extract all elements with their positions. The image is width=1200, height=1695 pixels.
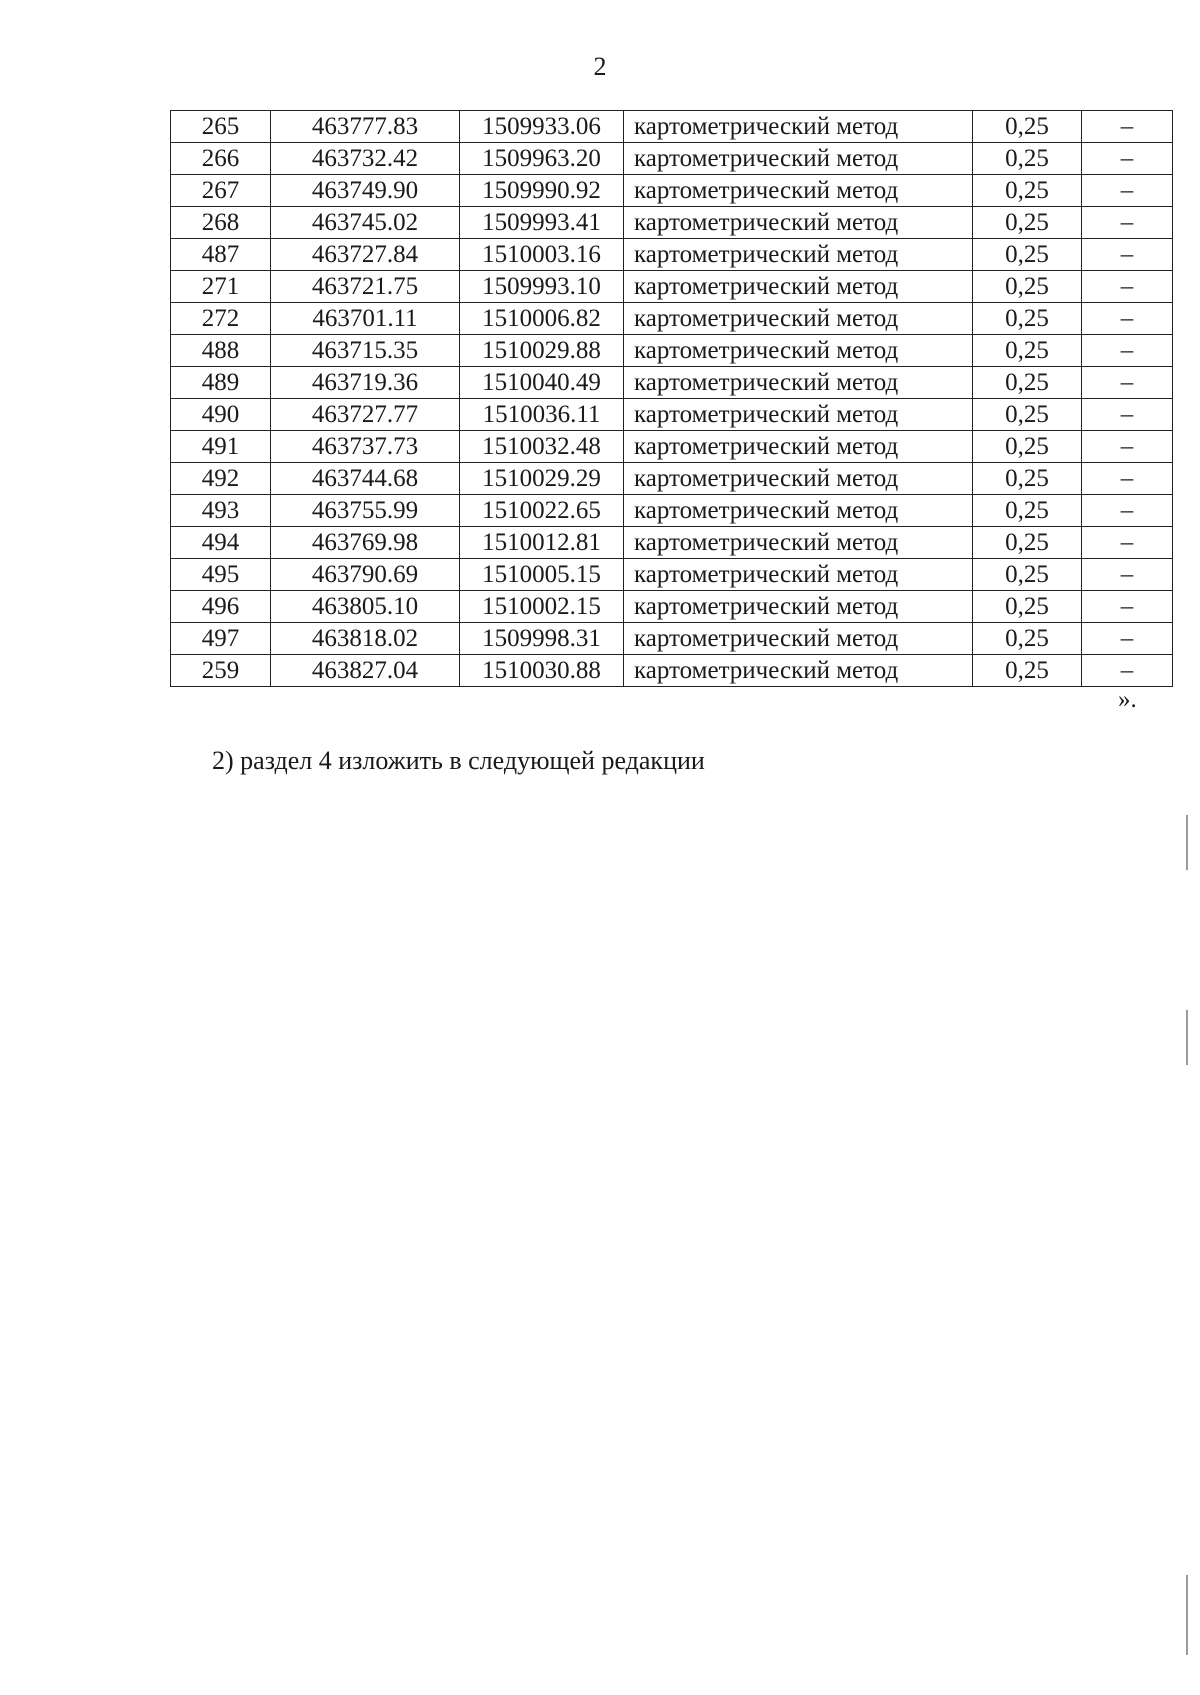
dash-cell: – [1082, 463, 1173, 495]
table-row [171, 207, 1173, 239]
coordinates-table-body [171, 111, 1173, 687]
accuracy-cell: 0,25 [973, 207, 1082, 239]
method-cell: картометрический метод [624, 559, 973, 591]
method-cell: картометрический метод [624, 623, 973, 655]
accuracy-cell: 0,25 [973, 143, 1082, 175]
dash-cell: – [1082, 495, 1173, 527]
x-coordinate-cell: 463744.68 [271, 463, 460, 495]
dash-cell: – [1082, 367, 1173, 399]
y-coordinate-cell: 1510030.88 [460, 655, 624, 687]
y-coordinate-cell: 1509963.20 [460, 143, 624, 175]
table-row [171, 495, 1173, 527]
point-number-cell: 491 [171, 431, 271, 463]
dash-cell: – [1082, 271, 1173, 303]
point-number-cell: 268 [171, 207, 271, 239]
method-cell: картометрический метод [624, 207, 973, 239]
y-coordinate-cell: 1510022.65 [460, 495, 624, 527]
point-number-cell: 490 [171, 399, 271, 431]
y-coordinate-cell: 1510003.16 [460, 239, 624, 271]
point-number-cell: 497 [171, 623, 271, 655]
point-number-cell: 494 [171, 527, 271, 559]
accuracy-cell: 0,25 [973, 655, 1082, 687]
accuracy-cell: 0,25 [973, 527, 1082, 559]
table-row [171, 111, 1173, 143]
table-row [171, 463, 1173, 495]
method-cell: картометрический метод [624, 143, 973, 175]
table-row [171, 335, 1173, 367]
accuracy-cell: 0,25 [973, 111, 1082, 143]
dash-cell: – [1082, 527, 1173, 559]
y-coordinate-cell: 1510029.29 [460, 463, 624, 495]
point-number-cell: 489 [171, 367, 271, 399]
scan-edge-line [1186, 815, 1188, 870]
point-number-cell: 496 [171, 591, 271, 623]
point-number-cell: 495 [171, 559, 271, 591]
x-coordinate-cell: 463721.75 [271, 271, 460, 303]
x-coordinate-cell: 463769.98 [271, 527, 460, 559]
accuracy-cell: 0,25 [973, 271, 1082, 303]
y-coordinate-cell: 1510005.15 [460, 559, 624, 591]
point-number-cell: 272 [171, 303, 271, 335]
point-number-cell: 488 [171, 335, 271, 367]
accuracy-cell: 0,25 [973, 559, 1082, 591]
point-number-cell: 487 [171, 239, 271, 271]
x-coordinate-cell: 463719.36 [271, 367, 460, 399]
table-row [171, 431, 1173, 463]
x-coordinate-cell: 463701.11 [271, 303, 460, 335]
method-cell: картометрический метод [624, 591, 973, 623]
page-number: 2 [593, 52, 607, 81]
accuracy-cell: 0,25 [973, 239, 1082, 271]
table-row [171, 239, 1173, 271]
accuracy-cell: 0,25 [973, 399, 1082, 431]
table-row [171, 271, 1173, 303]
x-coordinate-cell: 463805.10 [271, 591, 460, 623]
x-coordinate-cell: 463818.02 [271, 623, 460, 655]
point-number-cell: 271 [171, 271, 271, 303]
x-coordinate-cell: 463737.73 [271, 431, 460, 463]
x-coordinate-cell: 463777.83 [271, 111, 460, 143]
dash-cell: – [1082, 335, 1173, 367]
closing-quote: ». [1118, 686, 1137, 713]
scan-edge-line [1186, 1010, 1188, 1065]
point-number-cell: 492 [171, 463, 271, 495]
method-cell: картометрический метод [624, 271, 973, 303]
y-coordinate-cell: 1509998.31 [460, 623, 624, 655]
accuracy-cell: 0,25 [973, 367, 1082, 399]
dash-cell: – [1082, 207, 1173, 239]
dash-cell: – [1082, 143, 1173, 175]
accuracy-cell: 0,25 [973, 431, 1082, 463]
dash-cell: – [1082, 591, 1173, 623]
dash-cell: – [1082, 175, 1173, 207]
method-cell: картометрический метод [624, 399, 973, 431]
method-cell: картометрический метод [624, 367, 973, 399]
accuracy-cell: 0,25 [973, 463, 1082, 495]
y-coordinate-cell: 1509993.10 [460, 271, 624, 303]
dash-cell: – [1082, 399, 1173, 431]
dash-cell: – [1082, 559, 1173, 591]
dash-cell: – [1082, 239, 1173, 271]
table-row [171, 591, 1173, 623]
x-coordinate-cell: 463732.42 [271, 143, 460, 175]
scan-edge-line [1186, 1575, 1188, 1655]
y-coordinate-cell: 1510029.88 [460, 335, 624, 367]
table-row [171, 303, 1173, 335]
x-coordinate-cell: 463727.77 [271, 399, 460, 431]
y-coordinate-cell: 1510002.15 [460, 591, 624, 623]
y-coordinate-cell: 1510040.49 [460, 367, 624, 399]
table-row [171, 399, 1173, 431]
x-coordinate-cell: 463827.04 [271, 655, 460, 687]
table-row [171, 527, 1173, 559]
dash-cell: – [1082, 623, 1173, 655]
point-number-cell: 267 [171, 175, 271, 207]
x-coordinate-cell: 463790.69 [271, 559, 460, 591]
method-cell: картометрический метод [624, 111, 973, 143]
instruction-paragraph: 2) раздел 4 изложить в следующей редакции [212, 746, 705, 775]
table-row [171, 559, 1173, 591]
x-coordinate-cell: 463727.84 [271, 239, 460, 271]
x-coordinate-cell: 463755.99 [271, 495, 460, 527]
dash-cell: – [1082, 655, 1173, 687]
accuracy-cell: 0,25 [973, 591, 1082, 623]
accuracy-cell: 0,25 [973, 175, 1082, 207]
table-row [171, 143, 1173, 175]
point-number-cell: 265 [171, 111, 271, 143]
point-number-cell: 259 [171, 655, 271, 687]
accuracy-cell: 0,25 [973, 335, 1082, 367]
x-coordinate-cell: 463745.02 [271, 207, 460, 239]
method-cell: картометрический метод [624, 303, 973, 335]
method-cell: картометрический метод [624, 655, 973, 687]
point-number-cell: 493 [171, 495, 271, 527]
dash-cell: – [1082, 303, 1173, 335]
dash-cell: – [1082, 431, 1173, 463]
point-number-cell: 266 [171, 143, 271, 175]
table-row [171, 623, 1173, 655]
y-coordinate-cell: 1510006.82 [460, 303, 624, 335]
method-cell: картометрический метод [624, 527, 973, 559]
table-row [171, 367, 1173, 399]
table-row [171, 175, 1173, 207]
accuracy-cell: 0,25 [973, 623, 1082, 655]
y-coordinate-cell: 1510032.48 [460, 431, 624, 463]
coordinates-table [170, 110, 1173, 687]
dash-cell: – [1082, 111, 1173, 143]
y-coordinate-cell: 1509933.06 [460, 111, 624, 143]
y-coordinate-cell: 1510036.11 [460, 399, 624, 431]
table-row [171, 655, 1173, 687]
method-cell: картометрический метод [624, 463, 973, 495]
accuracy-cell: 0,25 [973, 495, 1082, 527]
method-cell: картометрический метод [624, 175, 973, 207]
x-coordinate-cell: 463715.35 [271, 335, 460, 367]
y-coordinate-cell: 1509990.92 [460, 175, 624, 207]
method-cell: картометрический метод [624, 239, 973, 271]
y-coordinate-cell: 1509993.41 [460, 207, 624, 239]
x-coordinate-cell: 463749.90 [271, 175, 460, 207]
method-cell: картометрический метод [624, 431, 973, 463]
method-cell: картометрический метод [624, 495, 973, 527]
y-coordinate-cell: 1510012.81 [460, 527, 624, 559]
accuracy-cell: 0,25 [973, 303, 1082, 335]
method-cell: картометрический метод [624, 335, 973, 367]
